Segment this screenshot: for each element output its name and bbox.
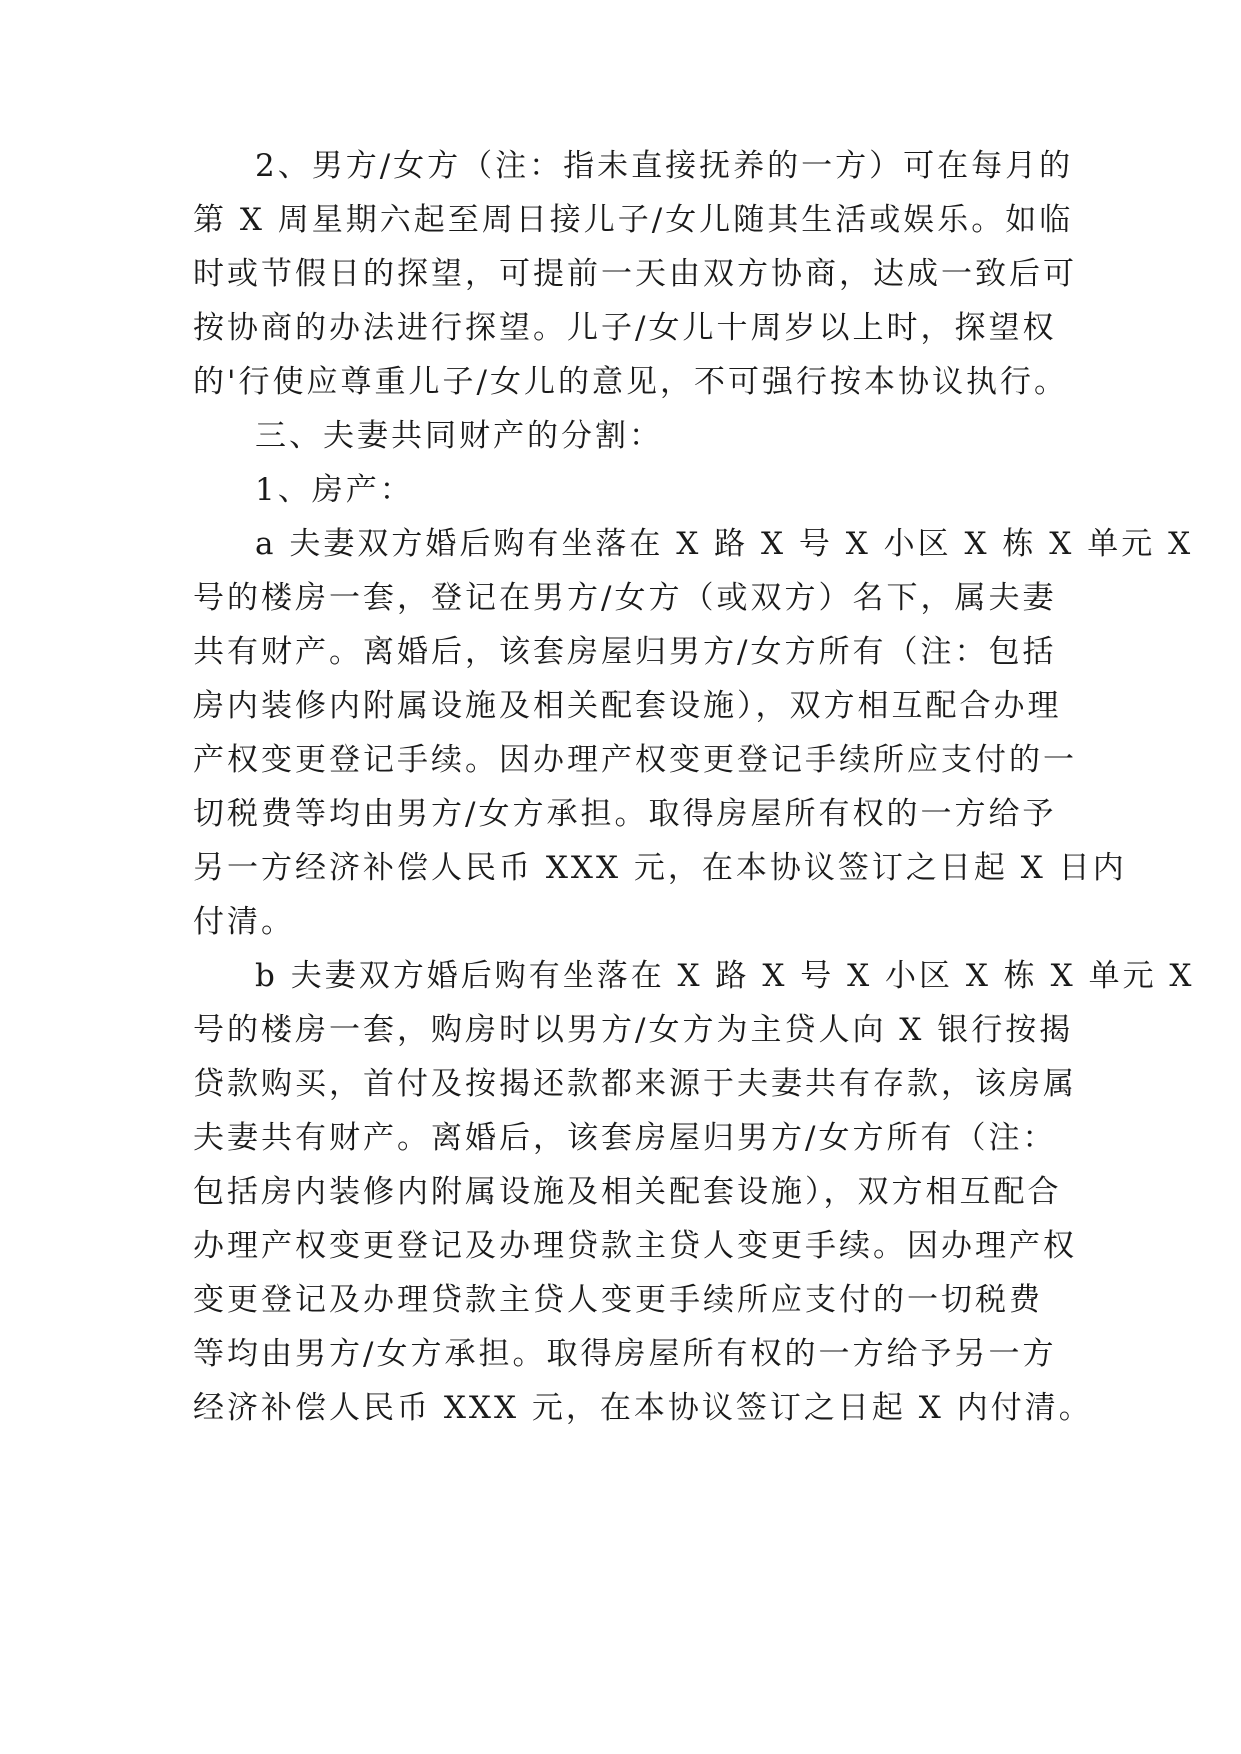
text-line: 办理产权变更登记及办理贷款主贷人变更手续。因办理产权 — [193, 1228, 1077, 1264]
text-line: 付清。 — [193, 904, 295, 940]
text-line: 产权变更登记手续。因办理产权变更登记手续所应支付的一 — [193, 742, 1077, 778]
text-line: 等均由男方/女方承担。取得房屋所有权的一方给予另一方 — [193, 1336, 1057, 1372]
text-line: 号的楼房一套，购房时以男方/女方为主贷人向 X 银行按揭 — [193, 1012, 1074, 1048]
text-line: 第 X 周星期六起至周日接儿子/女儿随其生活或娱乐。如临 — [193, 202, 1074, 238]
text-line: 房内装修内附属设施及相关配套设施），双方相互配合办理 — [193, 688, 1062, 724]
text-line: a 夫妻双方婚后购有坐落在 X 路 X 号 X 小区 X 栋 X 单元 X — [255, 526, 1194, 562]
text-line: 切税费等均由男方/女方承担。取得房屋所有权的一方给予 — [193, 796, 1057, 832]
text-line: 2、男方/女方（注：指未直接抚养的一方）可在每月的 — [255, 148, 1074, 184]
section-heading: 三、夫妻共同财产的分割： — [255, 418, 663, 454]
text-line: 时或节假日的探望，可提前一天由双方协商，达成一致后可 — [193, 256, 1077, 292]
text-line: 经济补偿人民币 XXX 元，在本协议签订之日起 X 内付清。 — [193, 1390, 1093, 1426]
text-line: 包括房内装修内附属设施及相关配套设施），双方相互配合 — [193, 1174, 1062, 1210]
text-line: b 夫妻双方婚后购有坐落在 X 路 X 号 X 小区 X 栋 X 单元 X — [255, 958, 1195, 994]
text-line: 夫妻共有财产。离婚后，该套房屋归男方/女方所有（注： — [193, 1120, 1057, 1156]
text-line: 共有财产。离婚后，该套房屋归男方/女方所有（注：包括 — [193, 634, 1057, 670]
subsection-heading: 1、房产： — [255, 472, 414, 508]
text-line: 另一方经济补偿人民币 XXX 元，在本协议签订之日起 X 日内 — [193, 850, 1127, 886]
text-line: 的'行使应尊重儿子/女儿的意见，不可强行按本协议执行。 — [193, 364, 1068, 400]
text-line: 变更登记及办理贷款主贷人变更手续所应支付的一切税费 — [193, 1282, 1043, 1318]
text-line: 按协商的办法进行探望。儿子/女儿十周岁以上时，探望权 — [193, 310, 1057, 346]
text-line: 号的楼房一套，登记在男方/女方（或双方）名下，属夫妻 — [193, 580, 1057, 616]
text-line: 贷款购买，首付及按揭还款都来源于夫妻共有存款，该房属 — [193, 1066, 1077, 1102]
